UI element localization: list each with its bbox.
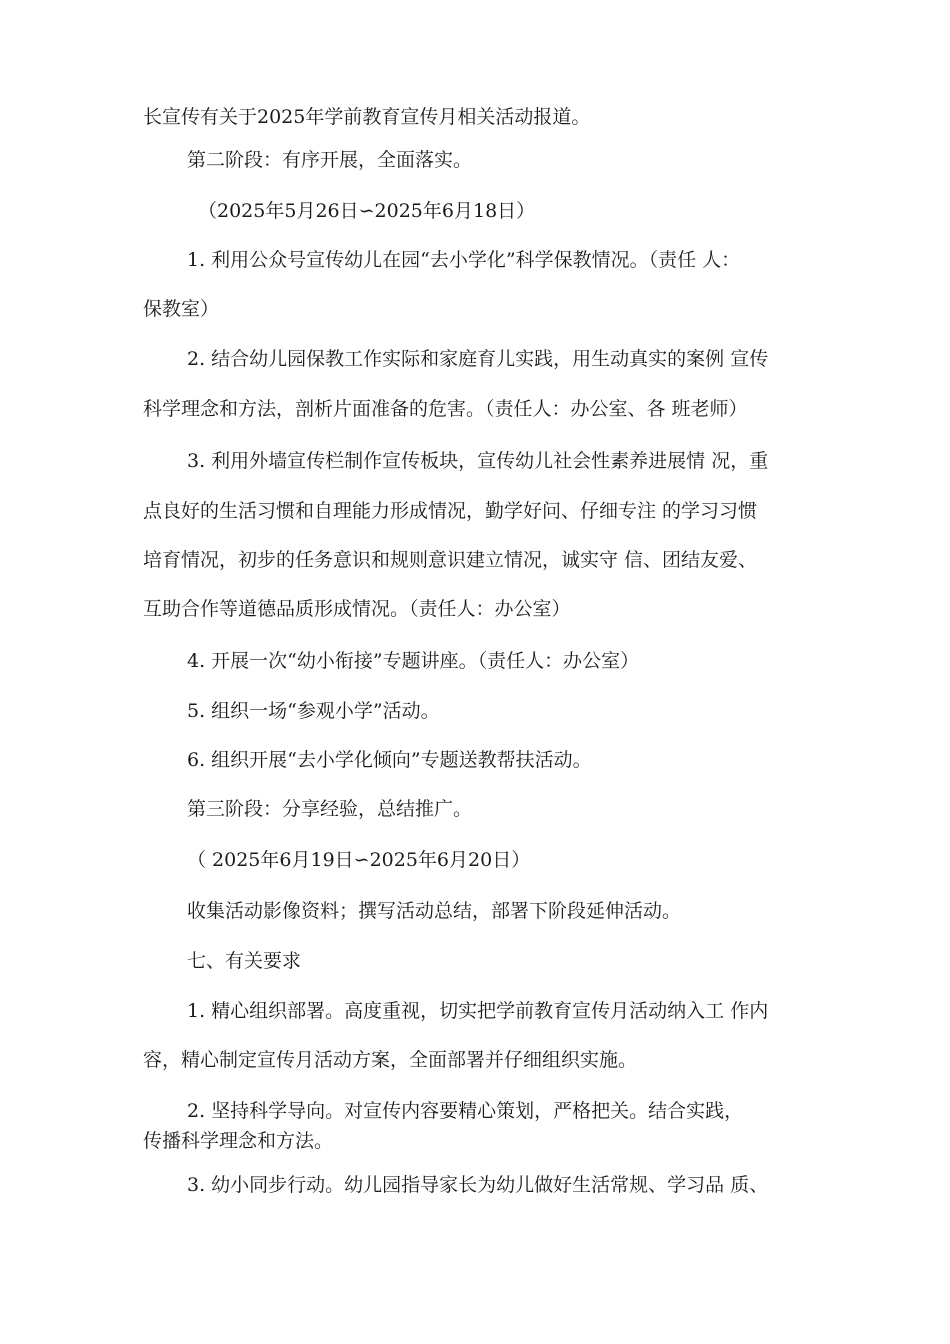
text-line: 保教室）: [143, 298, 220, 320]
section-seven-heading: 七、有关要求: [187, 950, 302, 972]
stage-three-heading: 第三阶段：分享经验，总结推广。: [187, 798, 473, 820]
text-line: 5. 组织一场“参观小学”活动。: [187, 700, 440, 722]
text-line: 1. 精心组织部署。高度重视，切实把学前教育宣传月活动纳入工 作内: [187, 1000, 769, 1022]
text-line: 容，精心制定宣传月活动方案，全面部署并仔细组织实施。: [143, 1049, 638, 1071]
stage-three-dates: （ 2025年6月19日∽2025年6月20日）: [187, 849, 531, 871]
text-line: 4. 开展一次“幼小衔接”专题讲座。（责任人：办公室）: [187, 650, 640, 672]
text-line: 长宣传有关于2025年学前教育宣传月相关活动报道。: [143, 106, 591, 128]
text-line: 培育情况，初步的任务意识和规则意识建立情况，诚实守 信、团结友爱、: [143, 549, 758, 571]
text-line: 收集活动影像资料；撰写活动总结，部署下阶段延伸活动。: [187, 900, 682, 922]
stage-two-heading: 第二阶段：有序开展，全面落实。: [187, 149, 473, 171]
text-line: 互助合作等道德品质形成情况。（责任人：办公室）: [143, 598, 571, 620]
text-line: 3. 利用外墙宣传栏制作宣传板块，宣传幼儿社会性素养进展情 况，重: [187, 450, 769, 472]
text-line: 科学理念和方法，剖析片面准备的危害。（责任人：办公室、各 班老师）: [143, 398, 748, 420]
text-line: 点良好的生活习惯和自理能力形成情况，勤学好问、仔细专注 的学习习惯: [143, 500, 758, 522]
text-line: 传播科学理念和方法。: [143, 1130, 334, 1152]
text-line: 1. 利用公众号宣传幼儿在园“去小学化”科学保教情况。（责任 人：: [187, 249, 741, 271]
text-line: 3. 幼小同步行动。幼儿园指导家长为幼儿做好生活常规、学习品 质、: [187, 1174, 769, 1196]
text-line: 2. 坚持科学导向。对宣传内容要精心策划，严格把关。结合实践，: [187, 1100, 744, 1122]
text-line: 2. 结合幼儿园保教工作实际和家庭育儿实践，用生动真实的案例 宣传: [187, 348, 769, 370]
stage-two-dates: （2025年5月26日∽2025年6月18日）: [198, 200, 536, 222]
text-line: 6. 组织开展“去小学化倾向”专题送教帮扶活动。: [187, 749, 592, 771]
